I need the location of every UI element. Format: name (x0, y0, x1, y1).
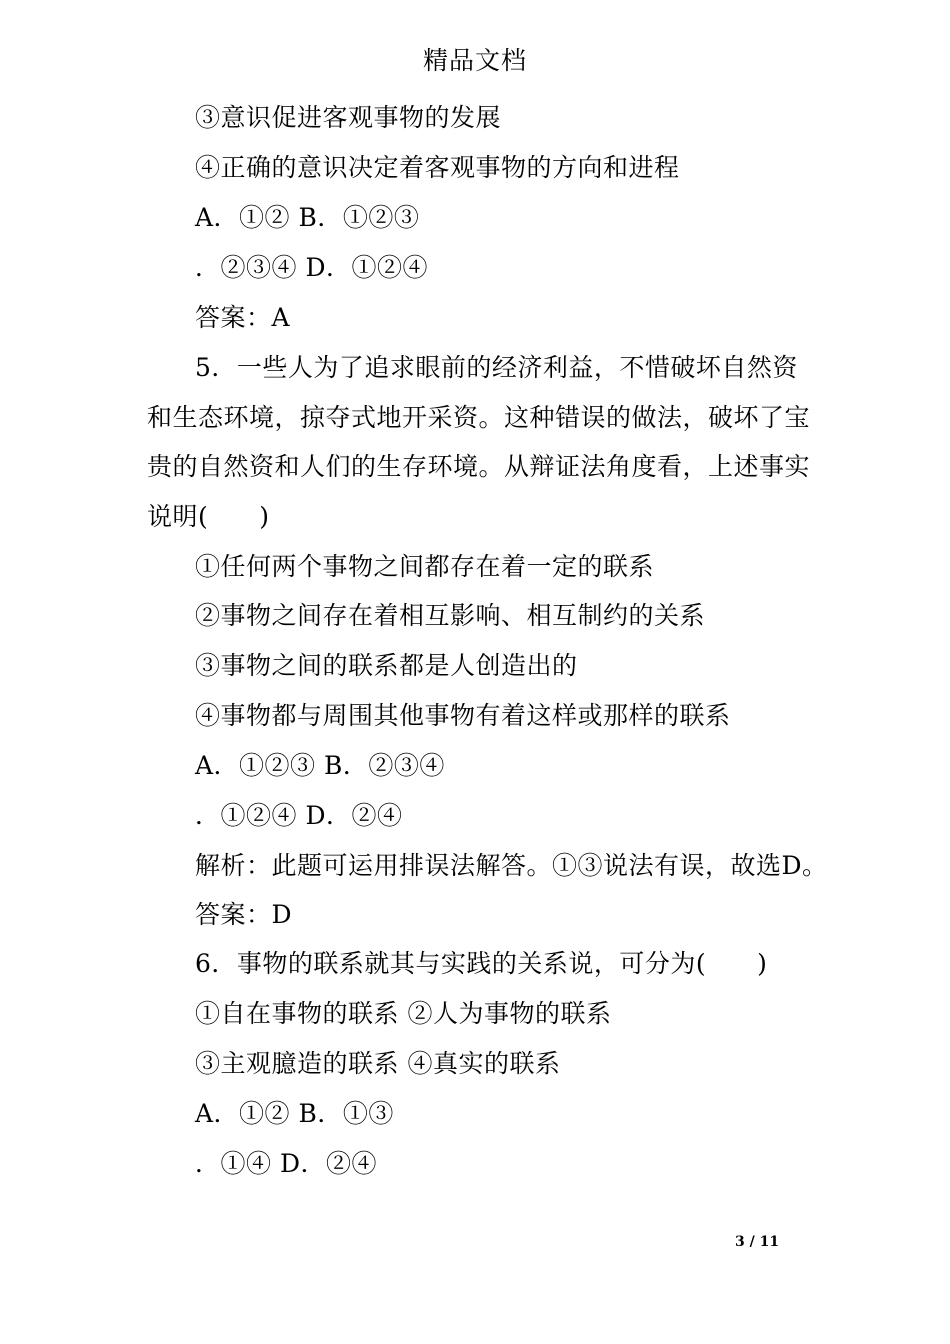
answer-choices-cd: ．①②④ D．②④ (195, 801, 403, 830)
option-line-1: ①任何两个事物之间都存在着一定的联系 (195, 552, 655, 581)
question-5-stem-cont: 贵的自然资和人们的生存环境。从辩证法角度看，上述事实 (147, 452, 811, 481)
page-header-title: 精品文档 (422, 46, 527, 75)
option-line-4: ④正确的意识决定着客观事物的方向和进程 (195, 153, 680, 182)
question-5-stem-cont: 和生态环境，掠夺式地开采资。这种错误的做法，破坏了宝 (147, 403, 811, 432)
option-line-2: ②事物之间存在着相互影响、相互制约的关系 (195, 601, 706, 630)
option-line-1-2: ①自在事物的联系 ②人为事物的联系 (195, 999, 612, 1028)
answer-choices-cd: ．②③④ D．①②④ (195, 253, 428, 282)
answer-choices-ab: A．①②③ B．②③④ (195, 751, 445, 780)
option-line-3-4: ③主观臆造的联系 ④真实的联系 (195, 1049, 561, 1078)
question-5-stem-end: 说明( ) (147, 502, 270, 531)
page-number: 3 / 11 (735, 1234, 780, 1250)
answer-line: 答案：D (195, 900, 293, 929)
option-line-3: ③意识促进客观事物的发展 (195, 103, 502, 132)
question-6-stem: 6．事物的联系就其与实践的关系说，可分为( ) (195, 949, 768, 978)
question-5-stem: 5．一些人为了追求眼前的经济利益，不惜破坏自然资 (195, 353, 798, 382)
answer-line: 答案：A (195, 303, 291, 332)
option-line-4: ④事物都与周围其他事物有着这样或那样的联系 (195, 701, 731, 730)
answer-choices-ab: A．①② B．①②③ (195, 203, 420, 232)
answer-choices-cd: ．①④ D．②④ (195, 1149, 377, 1178)
answer-choices-ab: A．①② B．①③ (195, 1099, 394, 1128)
option-line-3: ③事物之间的联系都是人创造出的 (195, 651, 578, 680)
analysis-line: 解析：此题可运用排误法解答。①③说法有误，故选D。 (195, 851, 828, 880)
